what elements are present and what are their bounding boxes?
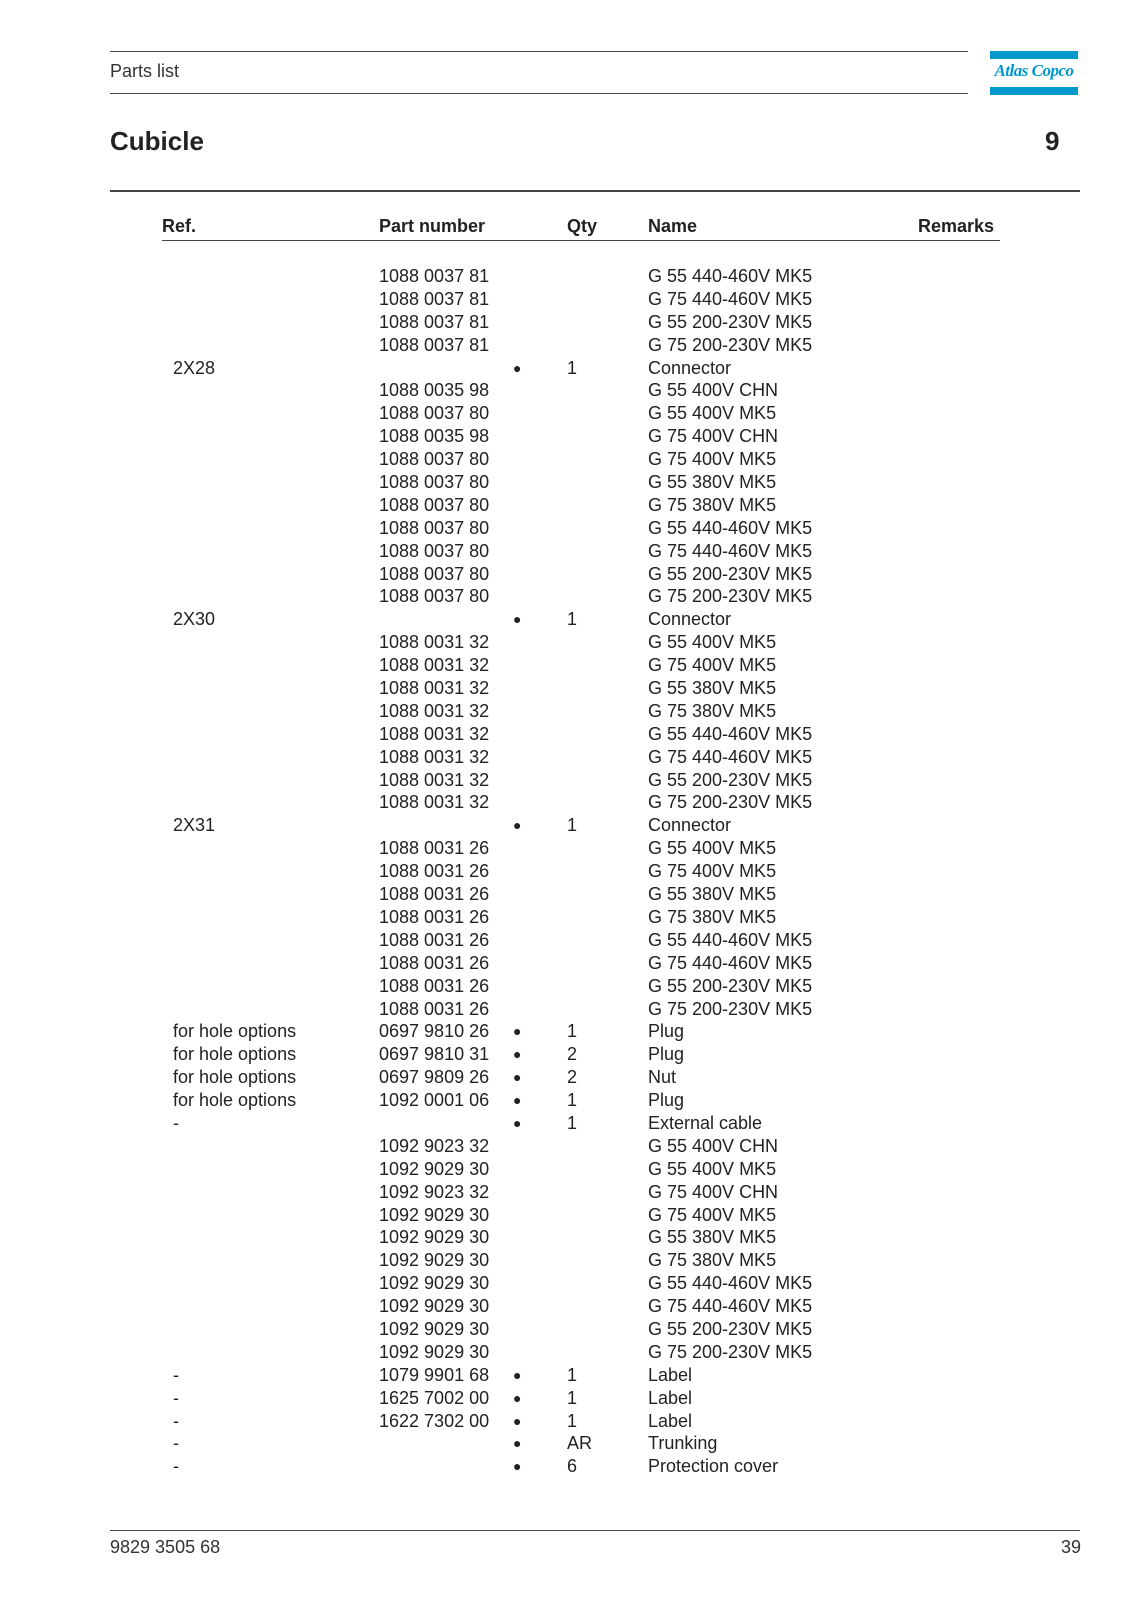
table-row <box>0 1204 1131 1227</box>
row-name: G 55 440-460V MK5 <box>648 1273 813 1294</box>
row-name: G 75 380V MK5 <box>648 700 777 721</box>
row-part-number: 1088 0031 32 <box>379 700 490 721</box>
row-name: G 75 380V MK5 <box>648 494 777 515</box>
column-header-remarks: Remarks <box>918 216 995 236</box>
row-part-number: 1088 0031 32 <box>379 792 490 813</box>
row-bullet: ● <box>513 1069 522 1086</box>
table-row <box>0 1364 1131 1387</box>
row-ref: - <box>173 1433 179 1454</box>
table-row <box>0 654 1131 677</box>
row-ref: - <box>173 1456 179 1477</box>
table-row <box>0 1272 1131 1295</box>
row-part-number: 1088 0031 32 <box>379 723 490 744</box>
row-part-number: 1088 0037 81 <box>379 288 490 309</box>
row-part-number: 1088 0037 80 <box>379 563 490 584</box>
table-row <box>0 540 1131 563</box>
row-qty: 1 <box>567 1410 578 1431</box>
row-part-number: 1088 0037 80 <box>379 472 490 493</box>
row-name: G 55 380V MK5 <box>648 1227 777 1248</box>
column-header-name: Name <box>648 216 698 236</box>
row-bullet: ● <box>513 1366 522 1383</box>
table-row <box>0 906 1131 929</box>
row-name: G 75 400V MK5 <box>648 449 777 470</box>
table-row <box>0 402 1131 425</box>
row-name: G 75 400V MK5 <box>648 655 777 676</box>
row-bullet: ● <box>513 611 522 628</box>
row-qty: 1 <box>567 357 578 378</box>
row-part-number: 1092 9029 30 <box>379 1273 490 1294</box>
row-name: G 55 400V CHN <box>648 1135 779 1156</box>
row-ref: for hole options <box>173 1044 297 1065</box>
row-bullet: ● <box>513 1435 522 1452</box>
row-name: G 75 200-230V MK5 <box>648 586 813 607</box>
row-name: G 55 400V MK5 <box>648 403 777 424</box>
row-qty: 1 <box>567 1387 578 1408</box>
row-name: G 55 440-460V MK5 <box>648 929 813 950</box>
row-part-number: 1088 0031 32 <box>379 678 490 699</box>
row-name: G 55 200-230V MK5 <box>648 563 813 584</box>
table-row <box>0 860 1131 883</box>
page-number: 39 <box>1060 1537 1081 1557</box>
logo-bottom-bar <box>990 87 1078 95</box>
row-bullet: ● <box>513 1023 522 1040</box>
row-part-number: 1092 9029 30 <box>379 1341 490 1362</box>
row-qty: 1 <box>567 1021 578 1042</box>
row-name: G 55 200-230V MK5 <box>648 1318 813 1339</box>
row-part-number: 1088 0037 80 <box>379 494 490 515</box>
row-qty: 2 <box>567 1067 578 1088</box>
row-part-number: 1088 0037 80 <box>379 586 490 607</box>
row-ref: 2X28 <box>173 357 216 378</box>
row-qty: 1 <box>567 1090 578 1111</box>
row-part-number: 1088 0031 32 <box>379 769 490 790</box>
table-row <box>0 288 1131 311</box>
row-part-number: 0697 9810 26 <box>379 1021 490 1042</box>
row-name: G 75 200-230V MK5 <box>648 998 813 1019</box>
table-row <box>0 1295 1131 1318</box>
row-part-number: 1622 7302 00 <box>379 1410 490 1431</box>
row-name: External cable <box>648 1112 763 1133</box>
row-name: G 75 200-230V MK5 <box>648 1341 813 1362</box>
table-row <box>0 471 1131 494</box>
row-name: G 75 380V MK5 <box>648 1250 777 1271</box>
table-row <box>0 1432 1131 1455</box>
row-ref: - <box>173 1364 179 1385</box>
row-ref: for hole options <box>173 1067 297 1088</box>
row-part-number: 1092 9023 32 <box>379 1181 490 1202</box>
row-bullet: ● <box>513 359 522 376</box>
table-row <box>0 1181 1131 1204</box>
footer-rule <box>110 1530 1080 1531</box>
row-name: Plug <box>648 1044 685 1065</box>
table-row <box>0 1020 1131 1043</box>
table-row <box>0 769 1131 792</box>
row-part-number: 1088 0031 32 <box>379 746 490 767</box>
row-name: G 75 440-460V MK5 <box>648 1296 813 1317</box>
row-part-number: 1088 0037 81 <box>379 311 490 332</box>
row-part-number: 1088 0031 26 <box>379 884 490 905</box>
row-qty: 1 <box>567 1364 578 1385</box>
table-row <box>0 929 1131 952</box>
row-name: G 75 400V MK5 <box>648 1204 777 1225</box>
table-row <box>0 379 1131 402</box>
row-part-number: 1088 0037 81 <box>379 334 490 355</box>
table-row <box>0 1112 1131 1135</box>
row-bullet: ● <box>513 817 522 834</box>
row-name: Label <box>648 1410 693 1431</box>
table-row <box>0 425 1131 448</box>
row-qty: 2 <box>567 1044 578 1065</box>
row-name: G 55 440-460V MK5 <box>648 266 813 286</box>
row-part-number: 1092 9029 30 <box>379 1158 490 1179</box>
header-bottom-rule <box>110 93 968 94</box>
table-row <box>0 311 1131 334</box>
row-bullet: ● <box>513 1114 522 1131</box>
row-part-number: 0697 9810 31 <box>379 1044 490 1065</box>
section-rule <box>110 190 1080 192</box>
table-row <box>0 746 1131 769</box>
row-qty: 1 <box>567 1112 578 1133</box>
table-row <box>0 1226 1131 1249</box>
row-name: G 75 200-230V MK5 <box>648 792 813 813</box>
row-part-number: 1092 9023 32 <box>379 1135 490 1156</box>
logo-text: Atlas Copco <box>994 61 1074 80</box>
row-name: Trunking <box>648 1433 718 1454</box>
row-bullet: ● <box>513 1389 522 1406</box>
row-name: Connector <box>648 609 732 630</box>
row-part-number: 1088 0031 26 <box>379 998 490 1019</box>
section-number: 9 <box>1045 126 1060 156</box>
document-number: 9829 3505 68 <box>110 1537 221 1557</box>
row-name: Label <box>648 1387 693 1408</box>
table-row <box>0 883 1131 906</box>
row-name: G 55 400V MK5 <box>648 632 777 653</box>
table-row <box>0 952 1131 975</box>
table-row <box>0 1135 1131 1158</box>
table-row <box>0 563 1131 586</box>
row-part-number: 1088 0037 80 <box>379 403 490 424</box>
row-ref: for hole options <box>173 1021 297 1042</box>
row-part-number: 1088 0035 98 <box>379 426 490 447</box>
row-name: Connector <box>648 815 732 836</box>
table-row <box>0 1387 1131 1410</box>
table-row <box>0 1089 1131 1112</box>
table-header-rule <box>162 240 1000 241</box>
table-row <box>0 791 1131 814</box>
table-row <box>0 723 1131 746</box>
row-name: G 75 400V MK5 <box>648 861 777 882</box>
row-qty: AR <box>567 1433 593 1454</box>
row-name: G 75 200-230V MK5 <box>648 334 813 355</box>
row-bullet: ● <box>513 1412 522 1429</box>
header-title: Parts list <box>110 61 180 81</box>
table-row <box>0 334 1131 357</box>
row-part-number: 1088 0037 80 <box>379 517 490 538</box>
section-title: Cubicle <box>110 126 204 156</box>
table-row <box>0 357 1131 380</box>
row-name: G 75 440-460V MK5 <box>648 952 813 973</box>
row-part-number: 1088 0035 98 <box>379 380 490 401</box>
table-row <box>0 631 1131 654</box>
row-part-number: 0697 9809 26 <box>379 1067 490 1088</box>
column-header-qty: Qty <box>567 216 598 236</box>
row-part-number: 1092 9029 30 <box>379 1204 490 1225</box>
parts-table <box>0 265 1131 1478</box>
row-part-number: 1092 9029 30 <box>379 1250 490 1271</box>
row-name: Nut <box>648 1067 677 1088</box>
row-part-number: 1088 0031 26 <box>379 929 490 950</box>
row-name: Connector <box>648 357 732 378</box>
column-header-ref: Ref. <box>162 216 197 236</box>
row-part-number: 1088 0037 81 <box>379 266 490 286</box>
row-name: G 75 440-460V MK5 <box>648 540 813 561</box>
row-part-number: 1625 7002 00 <box>379 1387 490 1408</box>
row-name: G 75 380V MK5 <box>648 906 777 927</box>
row-part-number: 1088 0031 26 <box>379 975 490 996</box>
table-row <box>0 1341 1131 1364</box>
table-row <box>0 448 1131 471</box>
table-row <box>0 585 1131 608</box>
row-ref: - <box>173 1112 179 1133</box>
row-name: G 55 400V MK5 <box>648 838 777 859</box>
table-row <box>0 1410 1131 1433</box>
row-name: G 55 200-230V MK5 <box>648 975 813 996</box>
row-name: G 55 380V MK5 <box>648 678 777 699</box>
table-row <box>0 608 1131 631</box>
row-name: Label <box>648 1364 693 1385</box>
row-bullet: ● <box>513 1458 522 1475</box>
header-top-rule <box>110 51 968 52</box>
table-row <box>0 1066 1131 1089</box>
row-name: G 75 400V CHN <box>648 426 779 447</box>
row-ref: for hole options <box>173 1090 297 1111</box>
row-part-number: 1088 0031 32 <box>379 655 490 676</box>
row-ref: 2X31 <box>173 815 216 836</box>
row-part-number: 1092 9029 30 <box>379 1296 490 1317</box>
row-part-number: 1088 0031 26 <box>379 952 490 973</box>
row-part-number: 1088 0031 26 <box>379 838 490 859</box>
row-name: Plug <box>648 1021 685 1042</box>
logo-top-bar <box>990 51 1078 59</box>
row-ref: 2X30 <box>173 609 216 630</box>
row-name: G 55 400V MK5 <box>648 1158 777 1179</box>
row-qty: 1 <box>567 815 578 836</box>
row-part-number: 1088 0031 32 <box>379 632 490 653</box>
atlas-copco-logo <box>990 51 1078 95</box>
row-part-number: 1088 0037 80 <box>379 540 490 561</box>
row-part-number: 1079 9901 68 <box>379 1364 490 1385</box>
row-part-number: 1088 0037 80 <box>379 449 490 470</box>
table-row <box>0 975 1131 998</box>
table-row <box>0 1318 1131 1341</box>
row-bullet: ● <box>513 1046 522 1063</box>
row-name: Plug <box>648 1090 685 1111</box>
table-row <box>0 814 1131 837</box>
row-qty: 6 <box>567 1456 578 1477</box>
table-row <box>0 265 1131 288</box>
row-part-number: 1092 0001 06 <box>379 1090 490 1111</box>
row-qty: 1 <box>567 609 578 630</box>
row-name: G 75 440-460V MK5 <box>648 746 813 767</box>
row-name: G 75 440-460V MK5 <box>648 288 813 309</box>
row-name: G 55 200-230V MK5 <box>648 311 813 332</box>
row-name: G 55 440-460V MK5 <box>648 723 813 744</box>
table-row <box>0 1158 1131 1181</box>
row-name: G 55 380V MK5 <box>648 472 777 493</box>
row-part-number: 1092 9029 30 <box>379 1318 490 1339</box>
column-header-part-number: Part number <box>379 216 486 236</box>
row-ref: - <box>173 1387 179 1408</box>
row-part-number: 1088 0031 26 <box>379 906 490 927</box>
table-row <box>0 1249 1131 1272</box>
row-name: G 75 400V CHN <box>648 1181 779 1202</box>
table-row <box>0 837 1131 860</box>
row-ref: - <box>173 1410 179 1431</box>
row-name: G 55 440-460V MK5 <box>648 517 813 538</box>
row-name: G 55 200-230V MK5 <box>648 769 813 790</box>
table-row <box>0 700 1131 723</box>
row-part-number: 1088 0031 26 <box>379 861 490 882</box>
table-row <box>0 998 1131 1021</box>
row-name: G 55 380V MK5 <box>648 884 777 905</box>
table-row <box>0 517 1131 540</box>
table-row <box>0 1455 1131 1478</box>
row-part-number: 1092 9029 30 <box>379 1227 490 1248</box>
table-row <box>0 494 1131 517</box>
row-bullet: ● <box>513 1092 522 1109</box>
table-row <box>0 677 1131 700</box>
row-name: Protection cover <box>648 1456 779 1477</box>
table-row <box>0 1043 1131 1066</box>
row-name: G 55 400V CHN <box>648 380 779 401</box>
